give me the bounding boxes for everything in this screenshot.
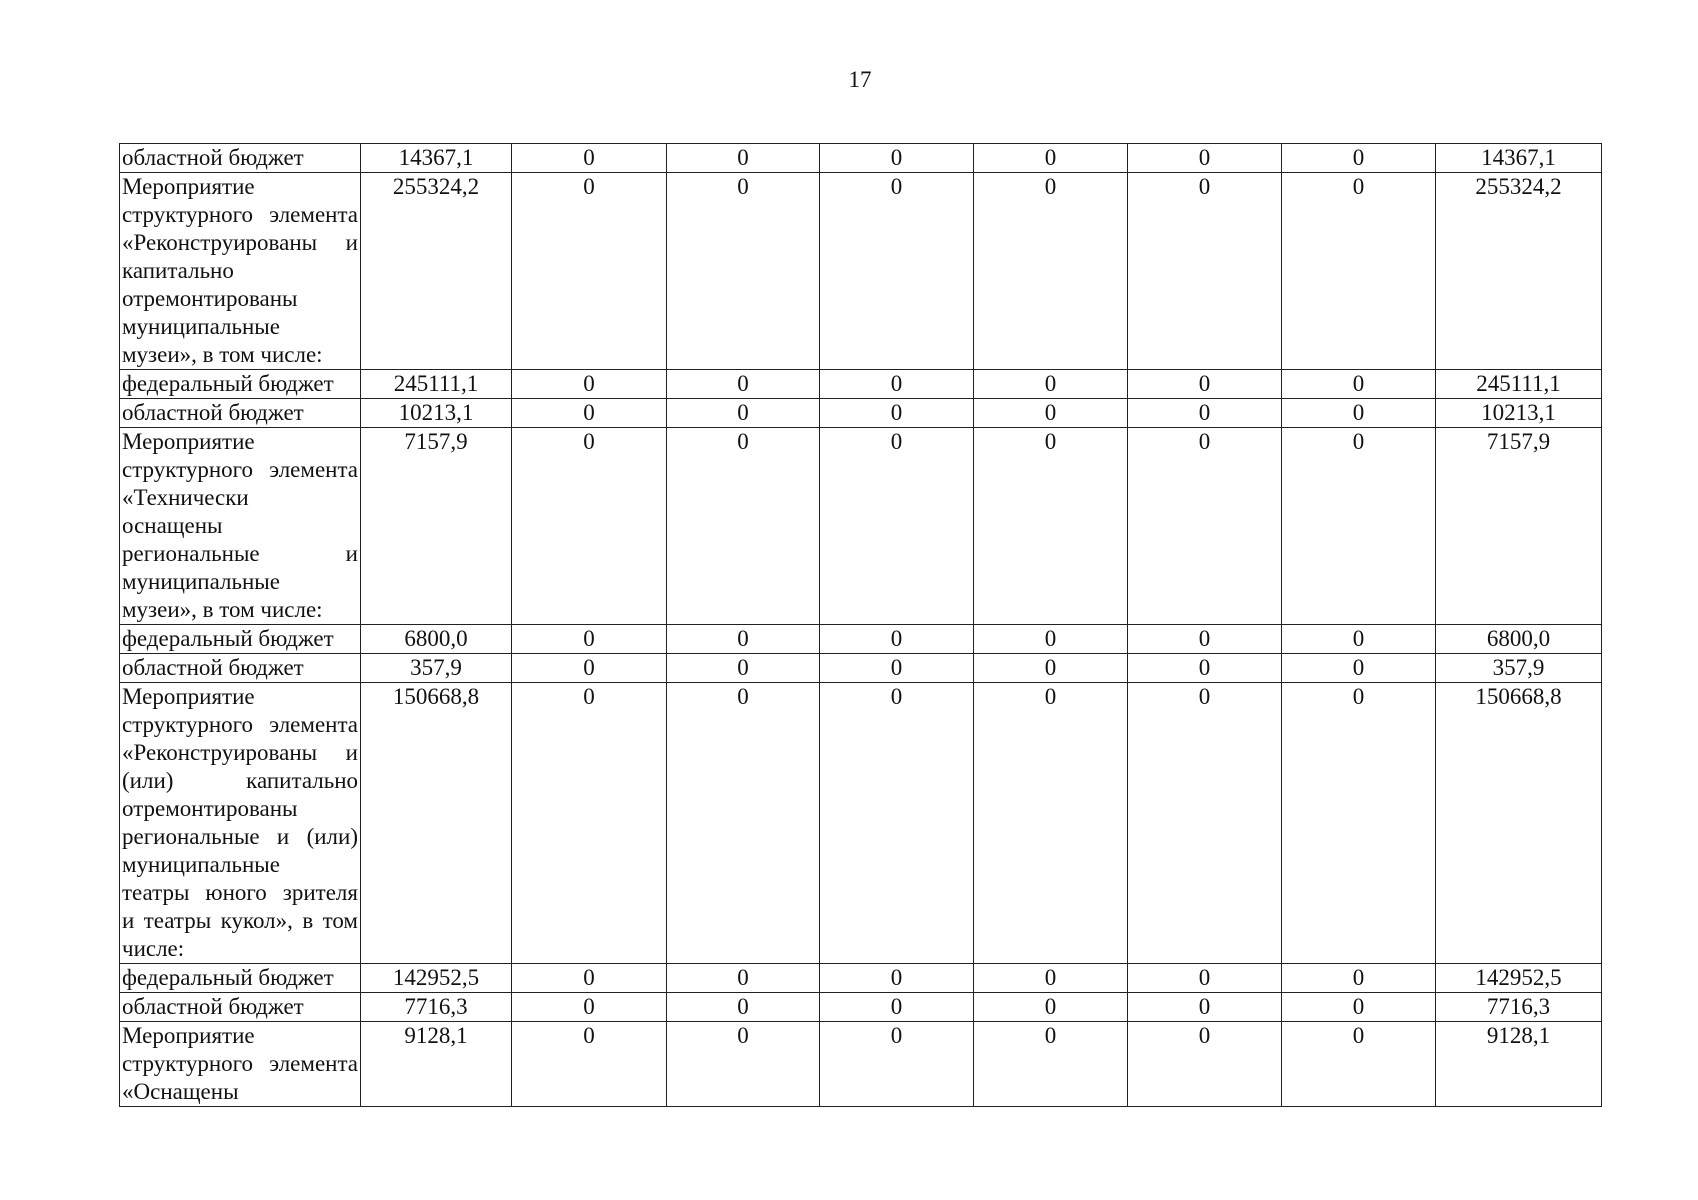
value-cell: 6800,0 — [1436, 625, 1602, 654]
row-label-line: структурного элемента — [122, 1051, 358, 1076]
value-cell: 245111,1 — [361, 370, 512, 399]
value-cell: 0 — [512, 654, 667, 683]
value-cell: 0 — [512, 428, 667, 625]
row-label-cell — [120, 993, 361, 1022]
row-label-line: (или) капитально — [122, 768, 358, 793]
value-cell: 7716,3 — [361, 993, 512, 1022]
value-cell: 0 — [974, 144, 1128, 173]
value-cell: 0 — [512, 683, 667, 964]
table-row — [120, 370, 1602, 399]
row-label-cell — [120, 370, 361, 399]
value-cell: 255324,2 — [361, 173, 512, 370]
value-cell: 0 — [820, 964, 974, 993]
value-cell: 142952,5 — [1436, 964, 1602, 993]
row-label-line: Мероприятие — [122, 429, 255, 454]
value-cell: 0 — [512, 993, 667, 1022]
row-label-line: музеи», в том числе: — [122, 597, 323, 622]
value-cell: 0 — [667, 654, 820, 683]
table-row — [120, 173, 1602, 370]
row-label-cell — [120, 1022, 361, 1107]
value-cell: 0 — [974, 993, 1128, 1022]
row-label-line: структурного элемента — [122, 202, 358, 227]
value-cell: 0 — [820, 399, 974, 428]
value-cell: 0 — [1128, 1022, 1282, 1107]
row-label-line: областной бюджет — [122, 400, 304, 425]
row-label-line: структурного элемента — [122, 712, 358, 737]
value-cell: 0 — [667, 683, 820, 964]
value-cell: 0 — [667, 625, 820, 654]
row-label-line: «Реконструированы и — [122, 230, 358, 255]
value-cell: 0 — [974, 399, 1128, 428]
table-row — [120, 964, 1602, 993]
value-cell: 142952,5 — [361, 964, 512, 993]
value-cell: 0 — [1282, 964, 1436, 993]
value-cell: 150668,8 — [361, 683, 512, 964]
value-cell: 0 — [512, 399, 667, 428]
table-row — [120, 399, 1602, 428]
value-cell: 0 — [512, 625, 667, 654]
row-label-line: федеральный бюджет — [122, 371, 334, 396]
value-cell: 0 — [1282, 993, 1436, 1022]
value-cell: 0 — [974, 1022, 1128, 1107]
row-label-cell — [120, 683, 361, 964]
value-cell: 0 — [667, 173, 820, 370]
value-cell: 0 — [1282, 1022, 1436, 1107]
row-label-line: Мероприятие — [122, 1023, 255, 1048]
value-cell: 0 — [667, 399, 820, 428]
row-label-cell — [120, 144, 361, 173]
row-label-cell — [120, 964, 361, 993]
row-label-line: капитально — [122, 258, 234, 283]
value-cell: 0 — [1128, 144, 1282, 173]
row-label-line: Мероприятие — [122, 684, 255, 709]
value-cell: 0 — [512, 1022, 667, 1107]
value-cell: 0 — [974, 964, 1128, 993]
row-label-line: числе: — [122, 936, 185, 961]
row-label-line: и театры кукол», в том — [122, 908, 358, 933]
row-label-line: региональные и — [122, 541, 358, 566]
row-label-cell — [120, 428, 361, 625]
row-label-line: региональные и (или) — [122, 824, 358, 849]
value-cell: 0 — [820, 625, 974, 654]
value-cell: 150668,8 — [1436, 683, 1602, 964]
value-cell: 0 — [1282, 370, 1436, 399]
value-cell: 0 — [1128, 370, 1282, 399]
table-row — [120, 428, 1602, 625]
row-label-cell — [120, 654, 361, 683]
row-label-line: муниципальные — [122, 314, 280, 339]
value-cell: 0 — [1282, 428, 1436, 625]
value-cell: 7716,3 — [1436, 993, 1602, 1022]
table-row — [120, 683, 1602, 964]
row-label-line: муниципальные — [122, 569, 280, 594]
value-cell: 0 — [1128, 683, 1282, 964]
value-cell: 0 — [820, 173, 974, 370]
page-number: 17 — [848, 67, 872, 92]
row-label-line: музеи», в том числе: — [122, 342, 323, 367]
value-cell: 0 — [1282, 173, 1436, 370]
value-cell: 9128,1 — [361, 1022, 512, 1107]
value-cell: 0 — [974, 173, 1128, 370]
table-row — [120, 654, 1602, 683]
row-label-line: театры юного зрителя — [122, 880, 358, 905]
table-row — [120, 144, 1602, 173]
value-cell: 14367,1 — [1436, 144, 1602, 173]
value-cell: 245111,1 — [1436, 370, 1602, 399]
value-cell: 0 — [667, 428, 820, 625]
value-cell: 357,9 — [361, 654, 512, 683]
row-label-line: федеральный бюджет — [122, 965, 334, 990]
row-label-line: Мероприятие — [122, 174, 255, 199]
value-cell: 0 — [820, 1022, 974, 1107]
value-cell: 0 — [820, 144, 974, 173]
value-cell: 0 — [512, 173, 667, 370]
value-cell: 9128,1 — [1436, 1022, 1602, 1107]
row-label-line: муниципальные — [122, 852, 280, 877]
value-cell: 0 — [1282, 654, 1436, 683]
value-cell: 0 — [1282, 683, 1436, 964]
value-cell: 0 — [820, 428, 974, 625]
value-cell: 0 — [1128, 399, 1282, 428]
value-cell: 0 — [1282, 399, 1436, 428]
value-cell: 0 — [667, 144, 820, 173]
table-row — [120, 1022, 1602, 1107]
row-label-cell — [120, 173, 361, 370]
row-label-line: областной бюджет — [122, 994, 304, 1019]
value-cell: 0 — [1282, 144, 1436, 173]
value-cell: 0 — [820, 683, 974, 964]
row-label-line: областной бюджет — [122, 655, 304, 680]
budget-table — [119, 143, 1602, 1107]
row-label-cell — [120, 625, 361, 654]
value-cell: 0 — [667, 370, 820, 399]
row-label-line: структурного элемента — [122, 457, 358, 482]
row-label-line: «Реконструированы и — [122, 740, 358, 765]
value-cell: 0 — [974, 428, 1128, 625]
value-cell: 0 — [1128, 964, 1282, 993]
row-label-line: федеральный бюджет — [122, 626, 334, 651]
value-cell: 0 — [974, 683, 1128, 964]
value-cell: 0 — [1128, 428, 1282, 625]
value-cell: 0 — [667, 1022, 820, 1107]
row-label-line: «Технически — [122, 485, 249, 510]
budget-table-body — [120, 144, 1602, 1107]
value-cell: 357,9 — [1436, 654, 1602, 683]
table-row — [120, 625, 1602, 654]
value-cell: 0 — [820, 370, 974, 399]
value-cell: 0 — [1128, 654, 1282, 683]
row-label-line: «Оснащены — [122, 1079, 239, 1104]
value-cell: 0 — [1282, 625, 1436, 654]
row-label-line: отремонтированы — [122, 796, 298, 821]
value-cell: 0 — [512, 964, 667, 993]
row-label-line: областной бюджет — [122, 145, 304, 170]
value-cell: 0 — [512, 144, 667, 173]
value-cell: 10213,1 — [361, 399, 512, 428]
value-cell: 7157,9 — [1436, 428, 1602, 625]
value-cell: 0 — [667, 993, 820, 1022]
value-cell: 255324,2 — [1436, 173, 1602, 370]
value-cell: 0 — [820, 654, 974, 683]
value-cell: 14367,1 — [361, 144, 512, 173]
row-label-line: отремонтированы — [122, 286, 298, 311]
value-cell: 0 — [974, 625, 1128, 654]
value-cell: 0 — [1128, 173, 1282, 370]
value-cell: 0 — [1128, 625, 1282, 654]
value-cell: 0 — [974, 370, 1128, 399]
value-cell: 0 — [974, 654, 1128, 683]
value-cell: 0 — [512, 370, 667, 399]
value-cell: 7157,9 — [361, 428, 512, 625]
row-label-line: оснащены — [122, 513, 223, 538]
value-cell: 0 — [820, 993, 974, 1022]
value-cell: 0 — [1128, 993, 1282, 1022]
row-label-cell — [120, 399, 361, 428]
table-row — [120, 993, 1602, 1022]
value-cell: 6800,0 — [361, 625, 512, 654]
value-cell: 0 — [667, 964, 820, 993]
value-cell: 10213,1 — [1436, 399, 1602, 428]
